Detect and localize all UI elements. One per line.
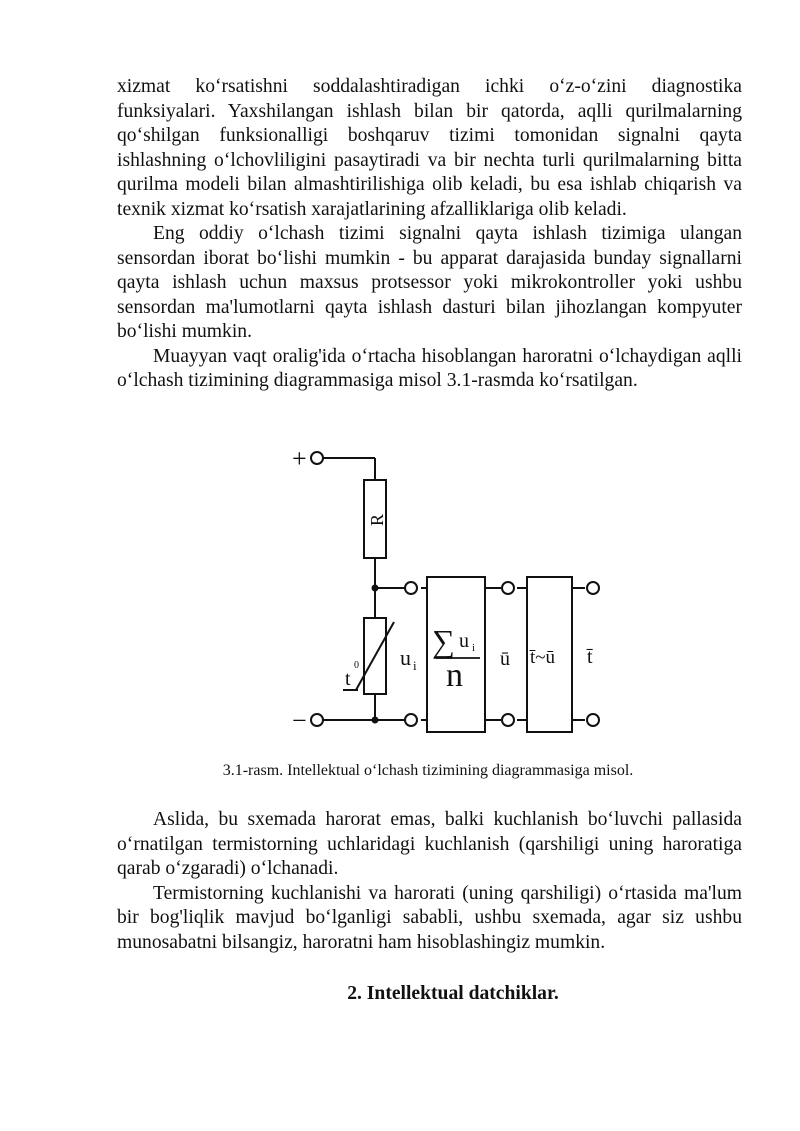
ui-label: u	[400, 645, 411, 670]
junction-dot	[372, 717, 379, 724]
figure-caption: 3.1-rasm. Intellektual oʻlchash tizimining diagrammasiga misol.	[222, 762, 634, 779]
junction-dot	[372, 585, 379, 592]
terminal	[502, 582, 514, 594]
terminal	[405, 582, 417, 594]
terminal	[405, 714, 417, 726]
paragraph: Termistorning kuchlanishi va harorati (uning qarshiligi) oʻrtasida ma'lum bir bog'liqlik mavjud boʻlganligi sababli, ushbu sxemada, agar siz ushbu munosabatni bilsangiz, haroratni ham hisoblashingiz mumkin.	[117, 882, 742, 953]
thermistor-degree-label: 0	[354, 660, 359, 671]
paragraph: Muayyan vaqt oralig'ida oʻrtacha hisoblangan haroratni oʻlchaydigan aqlli oʻlchash tizimining diagrammasiga misol 3.1-rasmda koʻrsatilgan.	[117, 345, 742, 391]
terminal	[587, 714, 599, 726]
circuit-diagram	[280, 440, 610, 740]
paragraph: Aslida, bu sxemada harorat emas, balki kuchlanish boʻluvchi pallasida oʻrnatilgan termistorning uchlaridagi kuchlanish (qarshiligi uning haroratiga qarab oʻzgaradi) oʻlchanadi.	[117, 809, 742, 879]
thermistor-t-label: t	[345, 668, 351, 690]
sum-symbol: ∑	[432, 623, 455, 659]
minus-label: −	[292, 706, 307, 735]
thermistor-slash	[356, 622, 394, 690]
terminal	[587, 582, 599, 594]
resistor-label: R	[367, 513, 387, 526]
paragraph: xizmat koʻrsatishni soddalashtiradigan ichki oʻz-oʻzini diagnostika funksiyalari. Yaxshilangan ishlash bilan bir qatorda, aqlli qurilmalarning qoʻshilgan funksionalligi boshqaruv tizimi tomonidan signalni qayta ishlashning oʻlchovliligini pasaytiradi va bir nechta turli qurilmalarning bitta qurilma modeli bilan almashtirilishiga olib keladi, bu esa ishlab chiqarish va texnik xizmat koʻrsatish xarajatlarining afzalliklariga olib keladi.	[117, 76, 742, 220]
t-u-bar-label: t̄~ū	[530, 647, 556, 668]
plus-label: +	[292, 444, 307, 473]
terminal	[311, 452, 323, 464]
u-bar-label: ū	[500, 648, 510, 670]
section-heading: 2. Intellektual datchiklar.	[347, 983, 559, 1004]
t-bar-label: t̄	[587, 646, 593, 668]
text-block-lower	[117, 808, 742, 955]
sum-subscript: i	[472, 642, 476, 654]
text-block-upper	[117, 75, 742, 394]
ui-subscript: i	[413, 658, 417, 673]
terminal	[502, 714, 514, 726]
sum-n-label: n	[446, 657, 463, 694]
terminal	[311, 714, 323, 726]
sum-u-label: u	[459, 630, 469, 652]
paragraph: Eng oddiy oʻlchash tizimi signalni qayta ishlash tizimiga ulangan sensordan iborat boʻlishi mumkin - bu apparat darajasida bunday signallarni qayta ishlash uchun maxsus protsessor yoki mikrokontroller yoki ushbu sensordan ma'lumotlarni qayta ishlash dasturi bilan jihozlangan kompyuter boʻlishi mumkin.	[117, 223, 742, 342]
